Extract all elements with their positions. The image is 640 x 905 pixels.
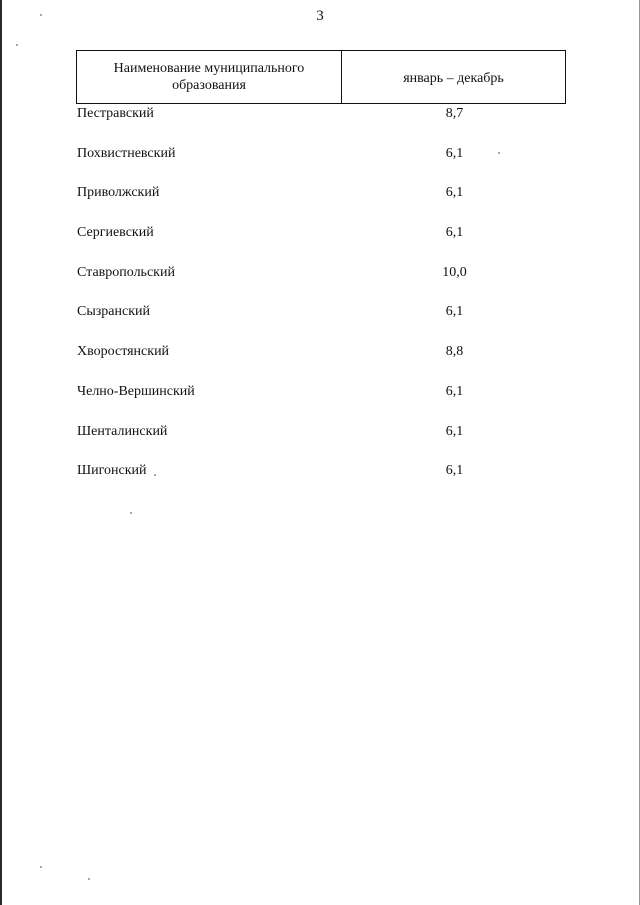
scan-speck — [40, 866, 42, 868]
table-row — [76, 462, 566, 502]
municipality-value: 6,1 — [445, 225, 464, 241]
table-row — [76, 343, 566, 383]
municipality-name: Шенталинский — [77, 423, 168, 439]
table-row — [76, 184, 566, 224]
table-header — [76, 50, 566, 104]
table-row — [76, 224, 566, 264]
municipality-value: 8,8 — [445, 344, 464, 360]
scan-speck — [40, 14, 42, 16]
municipality-name: Челно-Вершинский — [77, 383, 195, 399]
scan-speck — [498, 152, 500, 154]
scan-speck — [16, 44, 18, 46]
table-row — [76, 383, 566, 423]
scan-speck — [154, 474, 156, 476]
municipality-name: Приволжский — [77, 185, 160, 201]
page-number: 3 — [316, 8, 324, 24]
municipality-name: Похвистневский — [77, 145, 176, 161]
municipality-name: Сергиевский — [77, 225, 154, 241]
table-body — [76, 105, 566, 502]
municipality-value: 6,1 — [445, 423, 464, 439]
municipality-name: Пестравский — [77, 106, 154, 121]
scan-left-edge — [0, 0, 2, 905]
municipality-value: 8,7 — [445, 106, 464, 121]
municipality-name: Шигонский — [77, 463, 147, 479]
table-row — [76, 264, 566, 304]
municipality-name: Сызранский — [77, 304, 150, 320]
table-row — [76, 423, 566, 463]
header-period: январь – декабрь — [403, 70, 504, 86]
table-row — [76, 303, 566, 343]
municipality-value: 6,1 — [445, 463, 464, 479]
scan-speck — [88, 878, 90, 880]
municipality-name: Хворостянский — [77, 344, 170, 360]
scan-speck — [130, 512, 132, 514]
municipality-name: Ставропольский — [77, 264, 175, 280]
municipality-value: 6,1 — [445, 304, 464, 320]
header-municipality-name: Наименование муниципального образования — [77, 51, 342, 103]
municipality-value: 6,1 — [445, 383, 464, 399]
municipality-value: 6,1 — [445, 145, 464, 161]
municipality-value: 10,0 — [442, 264, 467, 280]
table-row — [76, 105, 566, 145]
municipality-value: 6,1 — [445, 185, 464, 201]
table-row — [76, 145, 566, 185]
